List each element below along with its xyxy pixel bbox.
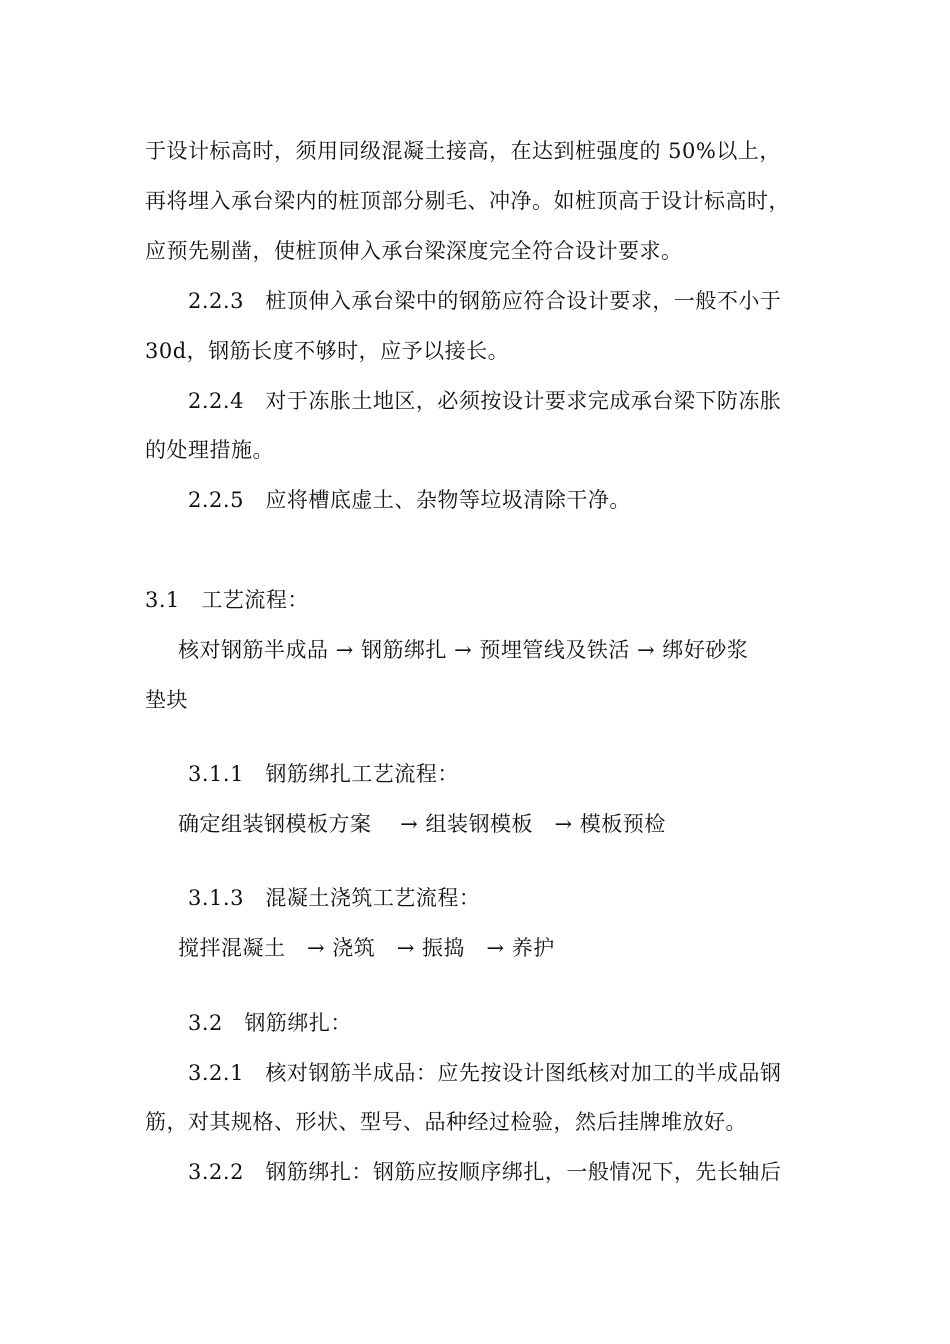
process-flow-line: 垫块 xyxy=(145,688,188,712)
paragraph-line: 应预先剔凿，使桩顶伸入承台梁深度完全符合设计要求。 xyxy=(145,239,683,263)
section-3-1-3-heading: 3.1.3 混凝土浇筑工艺流程： xyxy=(188,886,481,910)
clause-2-2-3-line: 2.2.3 桩顶伸入承台梁中的钢筋应符合设计要求，一般不小于 xyxy=(188,289,782,313)
rebar-flow-line: 确定组装钢模板方案 → 组装钢模板 → 模板预检 xyxy=(178,812,666,836)
clause-2-2-5-line: 2.2.5 应将槽底虚土、杂物等垃圾清除干净。 xyxy=(188,488,631,512)
clause-3-2-2-line: 3.2.2 钢筋绑扎：钢筋应按顺序绑扎，一般情况下，先长轴后 xyxy=(188,1160,782,1184)
section-3-2-heading: 3.2 钢筋绑扎： xyxy=(188,1011,352,1035)
process-flow-line: 核对钢筋半成品 → 钢筋绑扎 → 预埋管线及铁活 → 绑好砂浆 xyxy=(178,638,749,662)
clause-3-2-1-line: 筋，对其规格、形状、型号、品种经过检验，然后挂牌堆放好。 xyxy=(145,1110,747,1134)
clause-2-2-4-line: 的处理措施。 xyxy=(145,438,274,462)
clause-2-2-4-line: 2.2.4 对于冻胀土地区，必须按设计要求完成承台梁下防冻胀 xyxy=(188,389,782,413)
clause-3-2-1-line: 3.2.1 核对钢筋半成品：应先按设计图纸核对加工的半成品钢 xyxy=(188,1061,782,1085)
section-3-1-1-heading: 3.1.1 钢筋绑扎工艺流程： xyxy=(188,762,459,786)
paragraph-line: 于设计标高时，须用同级混凝土接高，在达到桩强度的 50%以上， xyxy=(145,139,781,163)
concrete-flow-line: 搅拌混凝土 → 浇筑 → 振捣 → 养护 xyxy=(178,936,555,960)
clause-2-2-3-line: 30d，钢筋长度不够时，应予以接长。 xyxy=(145,339,510,363)
paragraph-line: 再将埋入承台梁内的桩顶部分剔毛、冲净。如桩顶高于设计标高时， xyxy=(145,189,790,213)
section-3-1-heading: 3.1 工艺流程： xyxy=(145,588,309,612)
